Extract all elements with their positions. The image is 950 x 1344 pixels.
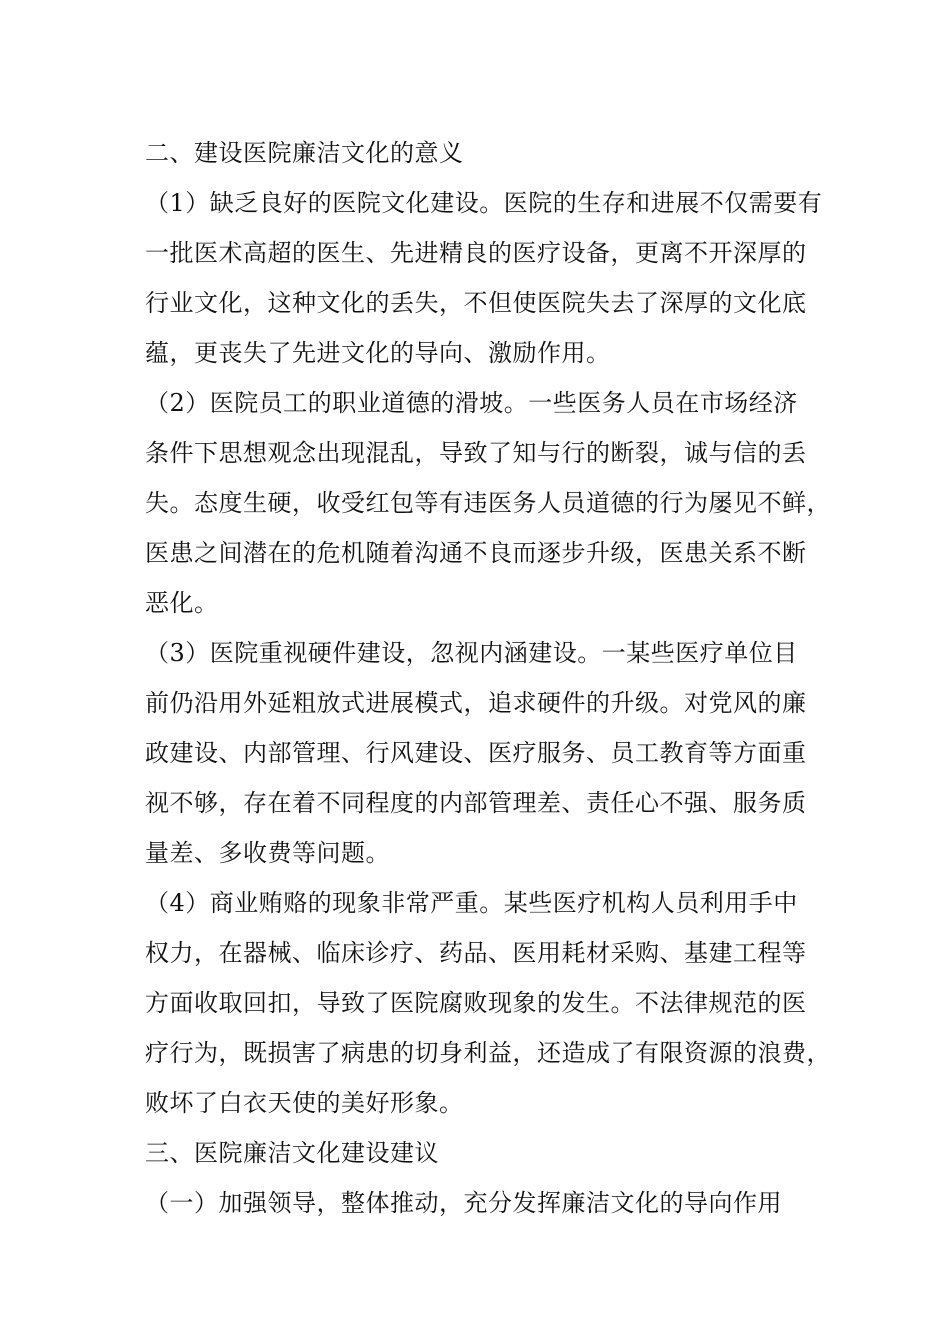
text-line: 医患之间潜在的危机随着沟通不良而逐步升级，医患关系不断 <box>145 539 807 567</box>
paragraph-hardware-focus <box>145 628 810 878</box>
paragraph-commercial-bribery <box>145 878 831 1128</box>
text-line: （1）缺乏良好的医院文化建设。医院的生存和进展不仅需要有 <box>145 189 823 217</box>
text-line: 败坏了白衣天使的美好形象。 <box>145 1089 464 1117</box>
text-line: 失。态度生硬，收受红包等有违医务人员道德的行为屡见不鲜， <box>145 489 831 517</box>
text-line: 量差、多收费等问题。 <box>145 839 390 867</box>
text-line: （2）医院员工的职业道德的滑坡。一些医务人员在市场经济 <box>145 389 798 417</box>
section-heading-suggestions <box>145 1128 810 1178</box>
text-line: （3）医院重视硬件建设，忽视内涵建设。一某些医疗单位目 <box>145 639 798 667</box>
text-line: （4）商业贿赂的现象非常严重。某些医疗机构人员利用手中 <box>145 889 798 917</box>
section-heading-meaning <box>145 128 810 178</box>
text-line: 一批医术高超的医生、先进精良的医疗设备，更离不开深厚的 <box>145 239 807 267</box>
text-line: 条件下思想观念出现混乱，导致了知与行的断裂，诚与信的丢 <box>145 439 807 467</box>
text-line: 视不够，存在着不同程度的内部管理差、责任心不强、服务质 <box>145 789 807 817</box>
text-line: 行业文化，这种文化的丢失，不但使医院失去了深厚的文化底 <box>145 289 807 317</box>
text-line: 疗行为，既损害了病患的切身利益，还造成了有限资源的浪费， <box>145 1039 831 1067</box>
text-line: 权力，在器械、临床诊疗、药品、医用耗材采购、基建工程等 <box>145 939 807 967</box>
text-line: 方面收取回扣，导致了医院腐败现象的发生。不法律规范的医 <box>145 989 807 1017</box>
text-line: 恶化。 <box>145 589 219 617</box>
paragraph-ethics-decline <box>145 378 831 628</box>
text-line: 政建设、内部管理、行风建设、医疗服务、员工教育等方面重 <box>145 739 807 767</box>
document-body <box>145 128 831 1228</box>
paragraph-culture-lacking <box>145 178 823 378</box>
text-line: 蕴，更丧失了先进文化的导向、激励作用。 <box>145 339 611 367</box>
text-line: 二、建设医院廉洁文化的意义 <box>145 139 464 167</box>
text-line: （一）加强领导，整体推动，充分发挥廉洁文化的导向作用 <box>145 1189 782 1217</box>
text-line: 前仍沿用外延粗放式进展模式，追求硬件的升级。对党风的廉 <box>145 689 807 717</box>
text-line: 三、医院廉洁文化建设建议 <box>145 1139 439 1167</box>
subheading-leadership <box>145 1178 810 1228</box>
